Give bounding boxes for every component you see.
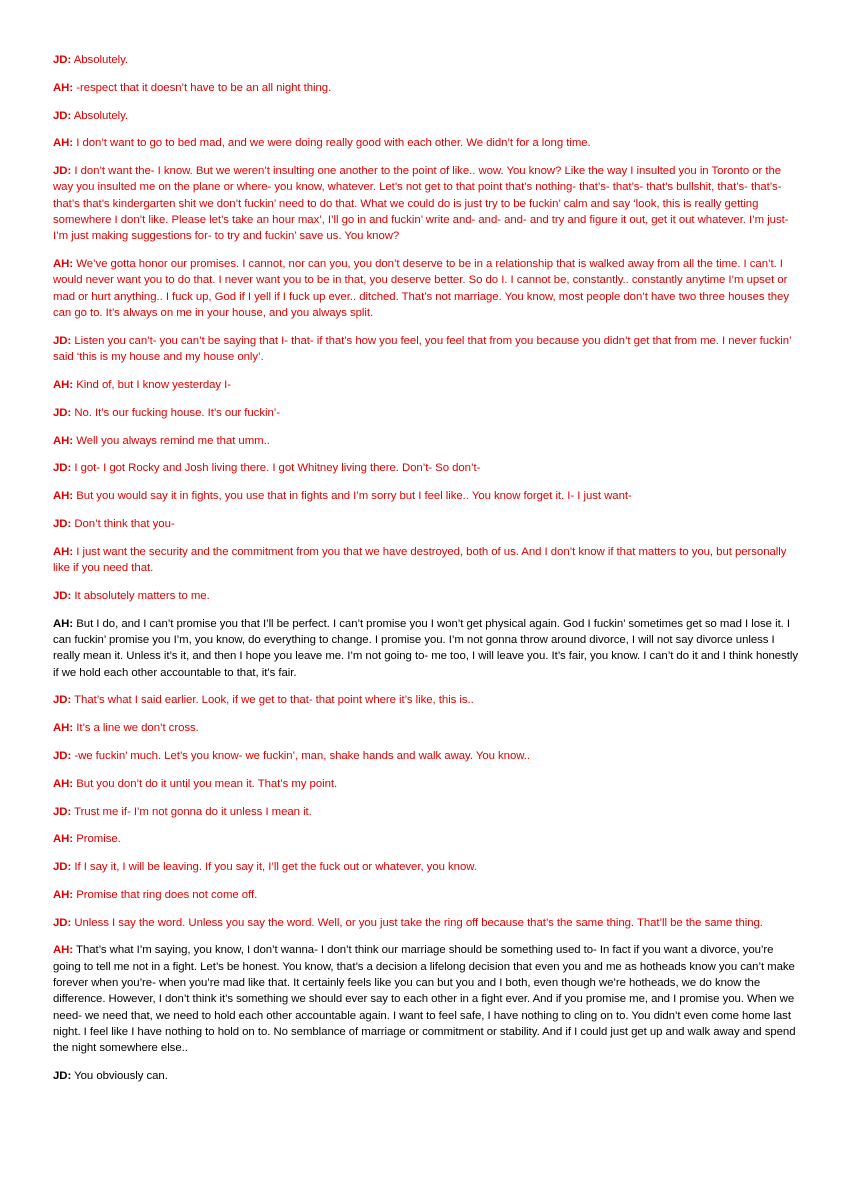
dialogue-line — [53, 859, 798, 875]
speaker-label: AH: — [53, 258, 74, 271]
line-text: Unless I say the word. Unless you say the word. Well, or you just take the ring off because that’s the same thing. That’ll be the same thing. — [74, 916, 763, 929]
speaker-label: AH: — [53, 137, 74, 150]
speaker-label: AH: — [53, 944, 74, 957]
dialogue-line — [53, 942, 798, 1056]
dialogue-line — [53, 544, 798, 577]
line-text: If I say it, I will be leaving. If you say it, I’ll get the fuck out or whatever, you know. — [74, 861, 477, 874]
dialogue-line — [53, 433, 798, 449]
line-text: Trust me if- I’m not gonna do it unless I mean it. — [74, 805, 312, 818]
line-text: But you don’t do it until you mean it. That’s my point. — [76, 777, 338, 790]
speaker-label: JD: — [53, 749, 72, 762]
line-text: Promise that ring does not come off. — [76, 888, 258, 901]
speaker-label: AH: — [53, 722, 74, 735]
speaker-label: JD: — [53, 54, 72, 66]
dialogue-line — [53, 804, 798, 820]
dialogue-line — [53, 915, 798, 931]
dialogue-line — [53, 108, 798, 124]
line-text: Don’t think that you- — [74, 517, 175, 530]
speaker-label: JD: — [53, 406, 72, 419]
speaker-label: JD: — [53, 916, 72, 929]
line-text: It absolutely matters to me. — [74, 589, 210, 602]
speaker-label: JD: — [53, 165, 72, 178]
speaker-label: JD: — [53, 694, 72, 707]
dialogue-line — [53, 488, 798, 504]
transcript — [53, 52, 798, 1096]
line-text: But I do, and I can’t promise you that I’ll be perfect. I can’t promise you I won’t get physical again. God I fuckin’ sometimes get so mad I lose it. I can fuckin’ promise you I’m, you know, do everything to change. I promise you. I’m not gonna throw around divorce, I will not say divorce unless I really mean it. Unless it’s it, and then I hope you leave me. I’m not going to- me too, I will leave you. It’s fair, you know. I can’t do it and I think honestly if we hold each other accountable to that, it’s fair. — [53, 617, 798, 679]
speaker-label: AH: — [53, 888, 74, 901]
line-text: But you would say it in fights, you use that in fights and I’m sorry but I feel like.. You know forget it. I- I just want- — [76, 490, 632, 503]
dialogue-line — [53, 460, 798, 476]
dialogue-line — [53, 135, 798, 151]
speaker-label: JD: — [53, 805, 72, 818]
line-text: That’s what I said earlier. Look, if we get to that- that point where it’s like, this is.. — [74, 694, 474, 707]
speaker-label: JD: — [53, 462, 72, 475]
speaker-label: AH: — [53, 81, 74, 94]
dialogue-line — [53, 616, 798, 681]
speaker-label: AH: — [53, 617, 74, 630]
dialogue-line — [53, 163, 798, 244]
line-text: I don’t want to go to bed mad, and we were doing really good with each other. We didn’t for a long time. — [76, 137, 591, 150]
dialogue-line — [53, 80, 798, 96]
speaker-label: JD: — [53, 109, 72, 122]
dialogue-line — [53, 887, 798, 903]
line-text: It’s a line we don’t cross. — [76, 722, 199, 735]
dialogue-line — [53, 720, 798, 736]
speaker-label: AH: — [53, 777, 74, 790]
line-text: -respect that it doesn’t have to be an all night thing. — [76, 81, 332, 94]
dialogue-line — [53, 377, 798, 393]
line-text: I don’t want the- I know. But we weren’t insulting one another to the point of like.. wow. You know? Like the way I insulted you in Toronto or the way you insulted me on the plane or where- you know, whatever. Let’s not get to that point that’s nothing- that’s- that’s- that’s bullshit, that’s- that’s- that’s that’s kindergarten shit we don’t fuckin’ need to do that. What we could do is just try to be fuckin’ calm and say ‘look, this is really getting somewhere I don’t like. Please let’s take an hour max’, I’ll go in and fuckin’ write and- and- and- and try and figure it out, get it out whatever. I’m just- I’m just making suggestions for- to try and fuckin’ save us. You know? — [53, 165, 789, 243]
speaker-label: AH: — [53, 545, 74, 558]
line-text: Well you always remind me that umm.. — [76, 434, 270, 447]
dialogue-line — [53, 333, 798, 366]
line-text: I got- I got Rocky and Josh living there. I got Whitney living there. Don’t- So don’t- — [74, 462, 481, 475]
line-text: I just want the security and the commitment from you that we have destroyed, both of us. And I don’t know if that matters to you, but personally like if you need that. — [53, 545, 787, 575]
dialogue-line — [53, 776, 798, 792]
speaker-label: AH: — [53, 833, 74, 846]
dialogue-line — [53, 692, 798, 708]
speaker-label: JD: — [53, 1070, 72, 1083]
line-text: We’ve gotta honor our promises. I cannot, nor can you, you don’t deserve to be in a relationship that is walked away from all the time. I can’t. I would never want you to do that. I never want you to be in that, you deserve better. So do I. I cannot be, constantly.. constantly anytime I’m upset or mad or hurt anything.. I fuck up, God if I yell if I fuck up ever.. ditched. That’s not marriage. You know, most people don’t have two three houses they can go to. It’s always on me in your house, and you always split. — [53, 258, 789, 320]
line-text: Kind of, but I know yesterday I- — [76, 378, 232, 391]
dialogue-line — [53, 748, 798, 764]
dialogue-line — [53, 1068, 798, 1084]
speaker-label: JD: — [53, 334, 72, 347]
speaker-label: JD: — [53, 589, 72, 602]
speaker-label: JD: — [53, 517, 72, 530]
line-text: Absolutely. — [73, 54, 129, 66]
dialogue-line — [53, 405, 798, 421]
dialogue-line — [53, 256, 798, 321]
line-text: Absolutely. — [73, 109, 129, 122]
speaker-label: AH: — [53, 490, 74, 503]
line-text: You obviously can. — [74, 1070, 168, 1083]
speaker-label: AH: — [53, 434, 74, 447]
line-text: Listen you can’t- you can’t be saying that I- that- if that’s how you feel, you feel that from you because you didn’t get that from me. I never fuckin’ said ‘this is my house and my house only’. — [53, 334, 792, 364]
line-text: Promise. — [76, 833, 121, 846]
dialogue-line — [53, 516, 798, 532]
dialogue-line — [53, 52, 798, 68]
dialogue-line — [53, 831, 798, 847]
line-text: -we fuckin’ much. Let’s you know- we fuckin’, man, shake hands and walk away. You know.. — [74, 749, 531, 762]
dialogue-line — [53, 588, 798, 604]
line-text: No. It’s our fucking house. It’s our fuckin’- — [74, 406, 280, 419]
speaker-label: AH: — [53, 378, 74, 391]
speaker-label: JD: — [53, 861, 72, 874]
line-text: That’s what I’m saying, you know, I don’t wanna- I don’t think our marriage should be something used to- In fact if you want a divorce, you’re going to tell me not in a fight. Let’s be honest. You know, that’s a decision a lifelong decision that even you and me as hotheads know you can’t make forever when you’re- when you’re mad like that. It certainly feels like you can but you and I both, even though we’re hotheads, we do know the difference. However, I don’t think it’s something we should ever say to each other in a fight ever. And if you promise me, and I promise you. When we need- we need that, we need to hold each other accountable again. I want to feel safe, I have nothing to cling on to. You didn’t even come home last night. I feel like I have nothing to hold on to. No semblance of marriage or commitment or stability. And if I could just get up and walk away and spend the night somewhere else.. — [53, 944, 796, 1055]
